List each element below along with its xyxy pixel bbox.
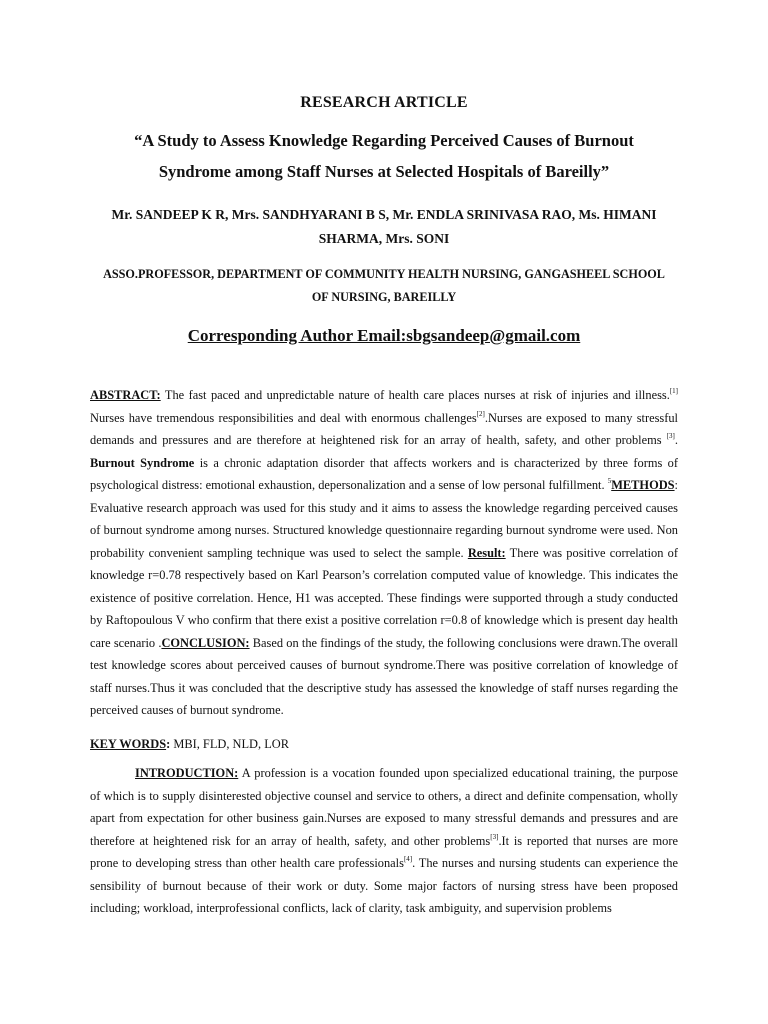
- methods-label: METHODS: [611, 478, 675, 492]
- introduction-text-1: A profession is a vocation founded upon specialized educational training, the purpose of which is to supply disinterested objective counsel and service to others, a direct and definite compensation, wholly apart from expectation for other business gain.Nurses are exposed to many stressful demands and pressures and are therefore at heightened risk for an array of health, safety, and other problems: [90, 766, 678, 848]
- introduction-paragraph: [90, 762, 678, 920]
- article-type-heading: RESEARCH ARTICLE: [300, 94, 468, 111]
- keywords-text: MBI, FLD, NLD, LOR: [170, 737, 289, 751]
- reference-4: [4]: [403, 855, 413, 863]
- keywords-line: [90, 733, 678, 756]
- abstract-text-4: .: [674, 433, 678, 447]
- reference-3-intro: [3]: [490, 832, 499, 841]
- conclusion-label: CONCLUSION:: [161, 635, 250, 650]
- reference-3: [3]: [666, 432, 675, 440]
- abstract-paragraph: [90, 384, 678, 722]
- article-title-line-1: “A Study to Assess Knowledge Regarding Perceived Causes of Burnout: [134, 131, 634, 150]
- introduction-text-3: . The nurses and nursing students can experience the sensibility of burnout because of their work or duty. Some major factors of nursing stress have been proposed including; workload, interprofessional conflicts, lack of clarity, task ambiguity, and supervision problems: [90, 856, 678, 915]
- affiliation-line-1: ASSO.PROFESSOR, DEPARTMENT OF COMMUNITY HEALTH NURSING, GANGASHEEL SCHOOL: [103, 267, 665, 281]
- burnout-term: Burnout Syndrome: [90, 455, 195, 470]
- reference-1: [1]: [669, 387, 678, 395]
- keywords-colon: :: [166, 737, 171, 751]
- abstract-text-1: The fast paced and unpredictable nature of health care places nurses at risk of injuries and illness.: [160, 388, 670, 402]
- abstract-label: ABSTRACT:: [90, 388, 161, 402]
- conclusion-text: Based on the findings of the study, the following conclusions were drawn.The overall test knowledge scores about perceived causes of burnout syndrome.There was positive correlation of knowledge of staff nurses.Thus it was concluded that the descriptive study has assessed the knowledge of staff nurses regarding the perceived causes of burnout syndrome.: [90, 635, 678, 717]
- result-label: Result:: [467, 545, 506, 560]
- keywords-label: KEY WORDS: [90, 737, 167, 751]
- reference-2: [2]: [476, 409, 485, 418]
- result-text: There was positive correlation of knowledge r=0.78 respectively based on Karl Pearson’s correlation computed value of knowledge. This indicates the existence of positive correlation. Hence, H1 was accepted. These findings were supported through a study conducted by Raftopoulous V who confirm that there exist a positive correlation r=0.8 of knowledge which is present day health care scenario .: [90, 545, 678, 650]
- article-title-line-2: Syndrome among Staff Nurses at Selected Hospitals of Bareilly”: [158, 162, 610, 181]
- methods-text: : Evaluative research approach was used for this study and it aims to assess the knowledge regarding perceived causes of burnout syndrome among nurses. Structured knowledge questionnaire regarding burnout syndrome were used. Non probability convenient sampling technique was used to select the sample.: [90, 478, 678, 560]
- affiliation-line-2: OF NURSING, BAREILLY: [311, 290, 457, 304]
- abstract-text-5: is a chronic adaptation disorder that affects workers and is characterized by three forms of psychological distress: emotional exhaustion, depersonalization and a sense of low personal fulfillment.: [90, 455, 678, 492]
- abstract-text-3: .Nurses are exposed to many stressful demands and pressures and are therefore at heightened risk for an array of health, safety, and other problems: [90, 410, 678, 447]
- introduction-text-2: .It is reported that nurses are more prone to developing stress than other health care professionals: [90, 833, 678, 870]
- authors-line-1: Mr. SANDEEP K R, Mrs. SANDHYARANI B S, Mr. ENDLA SRINIVASA RAO, Ms. HIMANI: [111, 207, 657, 222]
- corresponding-author-email: Corresponding Author Email:sbgsandeep@gmail.com: [187, 326, 581, 345]
- reference-5: 5: [607, 477, 612, 485]
- introduction-label: INTRODUCTION:: [135, 766, 239, 780]
- authors-line-2: SHARMA, Mrs. SONI: [318, 231, 450, 246]
- abstract-text-2: Nurses have tremendous responsibilities and deal with enormous challenges: [90, 410, 477, 425]
